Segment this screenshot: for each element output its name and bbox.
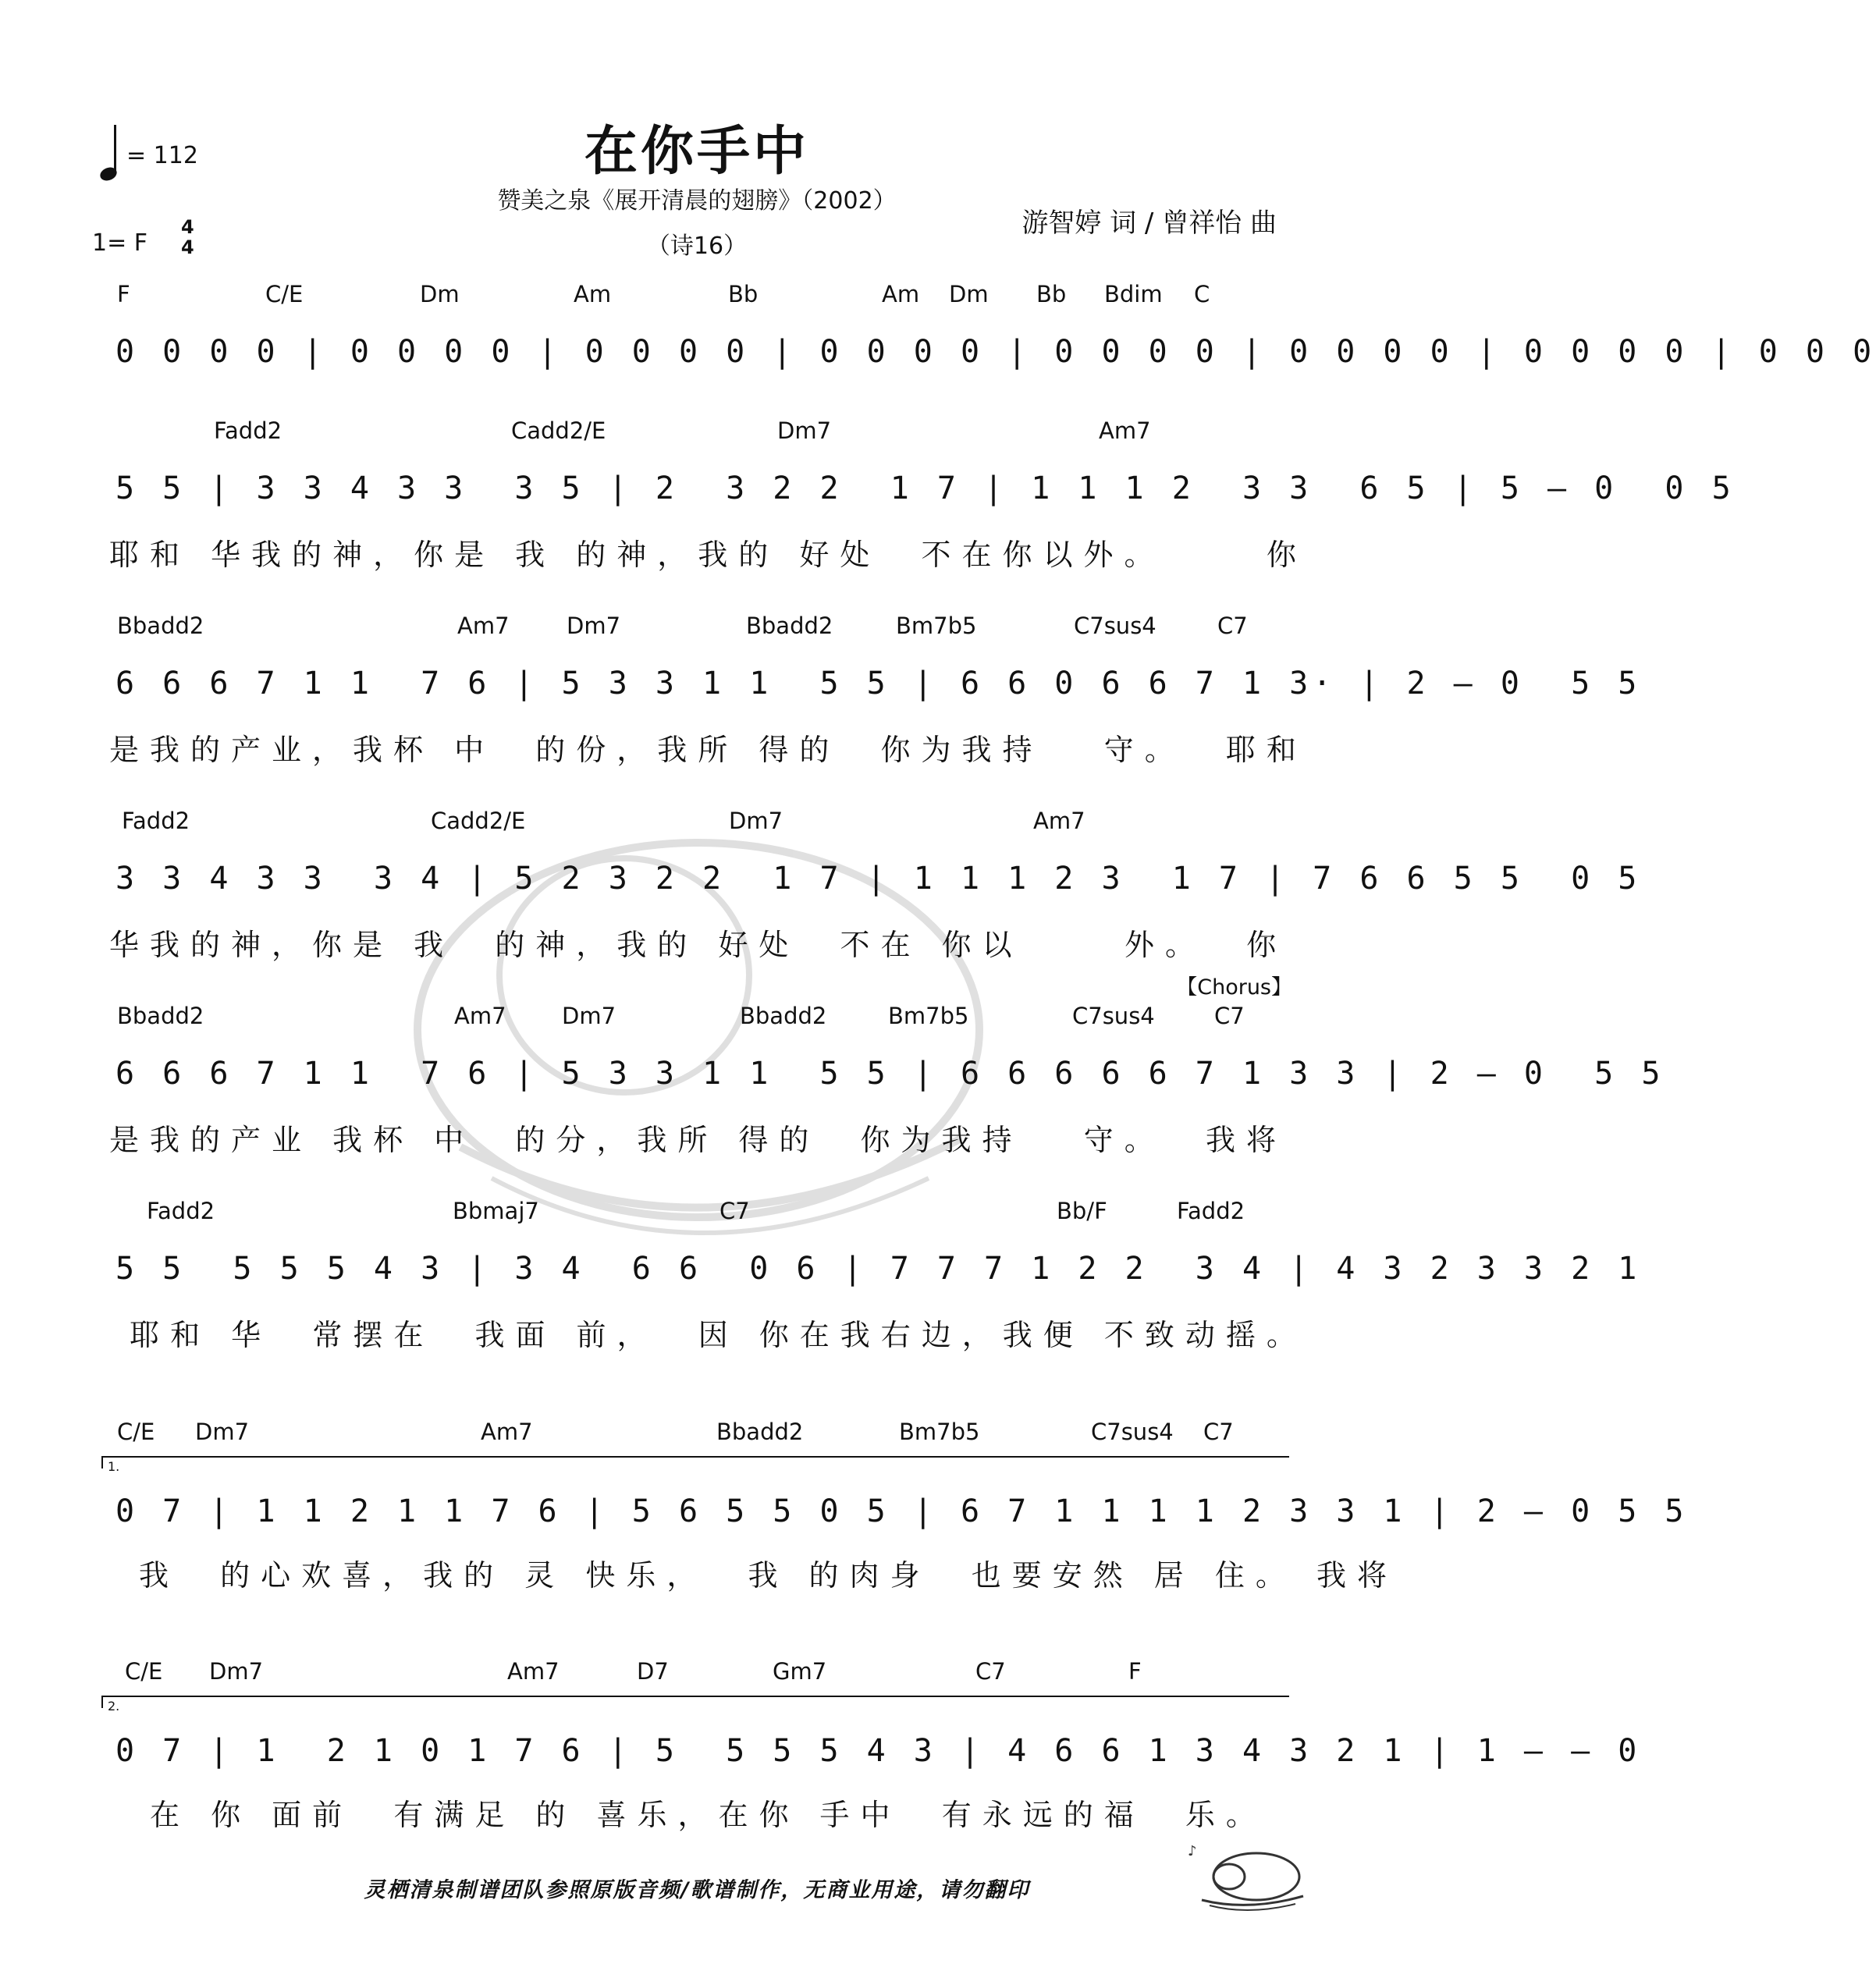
lyrics-line: 耶和 华 常摆在 我面 前， 因 你在我右边，我便 不致动摇。 xyxy=(109,1318,1307,1352)
chord: C/E xyxy=(117,1419,155,1445)
chord: C7sus4 xyxy=(1074,613,1157,639)
chord: F xyxy=(117,281,130,307)
chord: Fadd2 xyxy=(214,417,282,444)
chord: Bbadd2 xyxy=(746,613,833,639)
chord: Bb xyxy=(728,281,759,307)
chord: C7sus4 xyxy=(1072,1003,1155,1029)
lyrics-line: 是我的产业 我杯 中 的分，我所 得的 你为我持 守。 我将 xyxy=(109,1123,1287,1157)
chord: Bm7b5 xyxy=(888,1003,969,1029)
chord: C7 xyxy=(719,1198,750,1224)
chord: Bm7b5 xyxy=(896,613,977,639)
chord: Dm7 xyxy=(562,1003,616,1029)
chord: Dm7 xyxy=(195,1419,250,1445)
chord: Am7 xyxy=(454,1003,506,1029)
chord: C/E xyxy=(125,1658,163,1685)
chord: Bdim xyxy=(1104,281,1163,307)
chord: Bbmaj7 xyxy=(453,1198,539,1224)
jianpu-notes: 3 3 4 3 3 3 4 | 5 2 3 2 2 1 7 | 1 1 1 2 3 1 7 | 7 6 6 5 5 0 5 xyxy=(115,861,1642,897)
scripture-reference: （诗16） xyxy=(646,233,748,260)
chord: Am xyxy=(882,281,920,307)
copyright-footer: 灵栖清泉制谱团队参照原版音频/歌谱制作，无商业用途，请勿翻印 xyxy=(364,1878,1030,1902)
lyrics-line: 是我的产业，我杯 中 的份，我所 得的 你为我持 守。 耶和 xyxy=(109,733,1307,767)
chord: C xyxy=(1194,281,1210,307)
chord: Dm7 xyxy=(729,808,783,834)
volta-2: 2. xyxy=(101,1696,1289,1708)
chord: Am7 xyxy=(1033,808,1085,834)
chord: Am7 xyxy=(457,613,510,639)
time-signature: 4 4 xyxy=(181,216,194,258)
chord: C/E xyxy=(265,281,304,307)
chord: C7 xyxy=(975,1658,1006,1685)
chord: Bbadd2 xyxy=(117,613,204,639)
jianpu-notes: 6 6 6 7 1 1 7 6 | 5 3 3 1 1 5 5 | 6 6 0 6 6 7 1 3· | 2 — 0 5 5 xyxy=(115,666,1642,701)
chord: C7sus4 xyxy=(1091,1419,1174,1445)
chord: Cadd2/E xyxy=(511,417,606,444)
jianpu-notes: 5 5 | 3 3 4 3 3 3 5 | 2 3 2 2 1 7 | 1 1 1 2 3 3 6 5 | 5 — 0 0 5 xyxy=(115,471,1736,506)
chord: Am7 xyxy=(1099,417,1151,444)
credits: 游智婷 词 / 曾祥怡 曲 xyxy=(1021,208,1277,239)
chord: Dm xyxy=(949,281,989,307)
chord: F xyxy=(1128,1658,1142,1685)
jianpu-notes: 0 7 | 1 1 2 1 1 7 6 | 5 6 5 5 0 5 | 6 7 1 1 1 1 2 3 3 1 | 2 — 0 5 5 xyxy=(115,1493,1689,1529)
lyrics-line: 在 你 面前 有满足 的 喜乐，在你 手中 有永远的福 乐。 xyxy=(150,1798,1267,1832)
chord: C7 xyxy=(1217,613,1248,639)
chord: D7 xyxy=(637,1658,669,1685)
chord: Bbadd2 xyxy=(716,1419,804,1445)
chord: Cadd2/E xyxy=(431,808,526,834)
lyrics-line: 耶和 华我的神，你是 我 的神，我的 好处 不在你以外。 你 xyxy=(109,538,1307,572)
song-title: 在你手中 xyxy=(584,121,809,183)
tempo-value: = 112 xyxy=(126,142,198,169)
chord: Am7 xyxy=(481,1419,533,1445)
lyrics-line: 华我的神，你是 我 的神，我的 好处 不在 你以 外。 你 xyxy=(109,928,1288,962)
chord: Am xyxy=(574,281,612,307)
chord: C7 xyxy=(1214,1003,1245,1029)
chord: Bb/F xyxy=(1057,1198,1107,1224)
chord: Dm xyxy=(420,281,460,307)
chord: Bbadd2 xyxy=(740,1003,827,1029)
chord: Fadd2 xyxy=(147,1198,215,1224)
chord: Fadd2 xyxy=(122,808,190,834)
chord: Am7 xyxy=(507,1658,560,1685)
chord: Bm7b5 xyxy=(899,1419,980,1445)
volta-1: 1. xyxy=(101,1456,1289,1468)
sheep-logo-icon xyxy=(1186,1834,1311,1912)
jianpu-notes: 0 7 | 1 2 1 0 1 7 6 | 5 5 5 5 4 3 | 4 6 6 1 3 4 3 2 1 | 1 — — 0 xyxy=(115,1733,1642,1769)
jianpu-notes: 0 0 0 0 | 0 0 0 0 | 0 0 0 0 | 0 0 0 0 | 0 0 0 0 | 0 0 0 0 | 0 0 0 0 | 0 0 0 xyxy=(115,334,1876,370)
chord: Fadd2 xyxy=(1177,1198,1245,1224)
chord: C7 xyxy=(1203,1419,1234,1445)
chord: Gm7 xyxy=(773,1658,827,1685)
jianpu-notes: 5 5 5 5 5 4 3 | 3 4 6 6 0 6 | 7 7 7 1 2 2 3 4 | 4 3 2 3 3 2 1 xyxy=(115,1251,1642,1287)
key-signature: 1= F xyxy=(92,229,148,257)
chord: Dm7 xyxy=(209,1658,264,1685)
chord: Bbadd2 xyxy=(117,1003,204,1029)
jianpu-notes: 6 6 6 7 1 1 7 6 | 5 3 3 1 1 5 5 | 6 6 6 6 6 7 1 3 3 | 2 — 0 5 5 xyxy=(115,1056,1665,1092)
svg-text:♪: ♪ xyxy=(1188,1843,1197,1859)
chorus-label: 【Chorus】 xyxy=(1176,975,1292,1000)
chord: Bb xyxy=(1036,281,1067,307)
album-subtitle: 赞美之泉《展开清晨的翅膀》（2002） xyxy=(497,187,897,215)
lyrics-line: 我 的心欢喜，我的 灵 快乐， 我 的肉身 也要安然 居 住。 我将 xyxy=(139,1558,1398,1593)
chord: Dm7 xyxy=(567,613,621,639)
chord: Dm7 xyxy=(777,417,832,444)
